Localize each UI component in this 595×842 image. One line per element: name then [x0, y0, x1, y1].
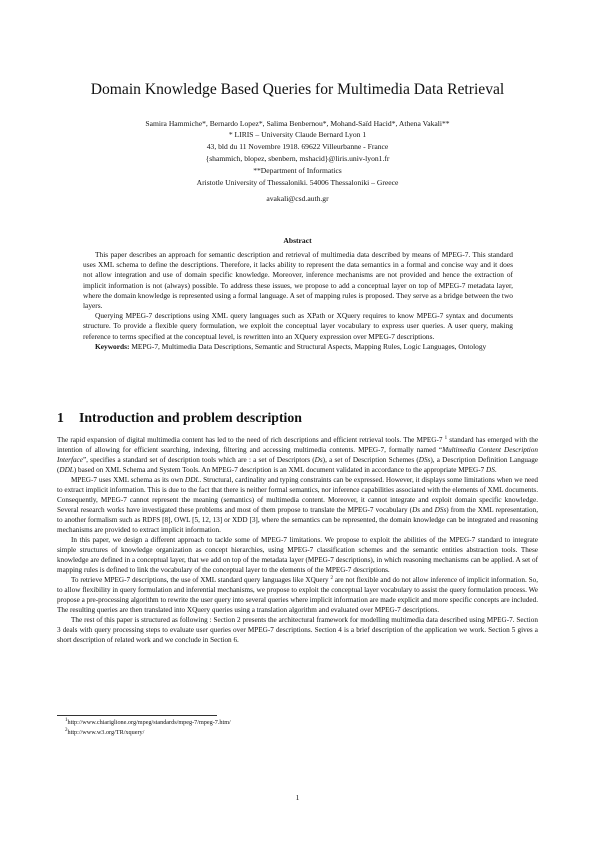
abstract-keywords	[83, 342, 513, 352]
affiliation-2-email: avakali@csd.auth.gr	[266, 194, 329, 203]
footnote-1	[65, 718, 231, 727]
affiliation-1-name: * LIRIS – University Claude Bernard Lyon 1	[228, 130, 367, 139]
footnote-link-1[interactable]: http://www.chiariglione.org/mpeg/standards/mpeg-7/mpeg-7.htm/	[67, 719, 231, 726]
author-list: Samira Hammiche*, Bernardo Lopez*, Salima Benbernou*, Mohand-Saïd Hacid*, Athena Vakali**	[145, 119, 450, 128]
keywords-text: MEPG-7, Multimedia Data Descriptions, Semantic and Structural Aspects, Mapping Rules, Logic Languages, Ontology	[131, 341, 487, 351]
footnote-link-2[interactable]: http://www.w3.org/TR/xquery/	[67, 729, 145, 736]
abstract-heading: Abstract	[283, 236, 312, 245]
keywords-label: Keywords:	[95, 341, 130, 351]
page-number: 1	[295, 793, 300, 802]
body-paragraph-1: The rapid expansion of digital multimedia content has led to the need of rich descriptions and efficient retrieval tools. The MPEG-7 $^1$ standard has emerged with the intention of allowing for efficient searching, indexing, filtering and accessing multimedia contents. MPEG-7, formally named “Multimedia Content Description Interface”, specifies a standard set of description tools which are : a set of Descriptors (Ds), a set of Description Schemes (DSs), a Description Definition Language (DDL) based on XML Schema and System Tools. An MPEG-7 description is an XML document validated in accordance to the appropriate MPEG-7 DS.	[57, 436, 539, 474]
section-body	[57, 436, 538, 646]
paper-title: Domain Knowledge Based Queries for Multimedia Data Retrieval	[90, 81, 505, 98]
body-paragraph-5: The rest of this paper is structured as following : Section 2 presents the architectural framework for modelling multimedia data described using MPEG-7. Section 3 deals with query processing steps to evaluate user queries over MPEG-7 descriptions. Section 4 is a brief description of the application we work. Section 5 gives a short description of related work and we conclude in Section 6.	[57, 615, 538, 644]
affiliation-1-address: 43, bld du 11 Novembre 1918. 69622 Villeurbanne - France	[206, 142, 389, 151]
section-title: Introduction and problem description	[79, 410, 302, 425]
body-paragraph-2: MPEG-7 uses XML schema as its own DDL. Structural, cardinality and typing constraints can be expressed. However, it displays some limitations when we need to extract implicit information. This is due to the fact that there is neither formal semantics, nor inference capabilities associated with the elements of XML documents. Consequently, MPEG-7 cannot represent the meaning (semantics) of multimedia content. Moreover, it cannot integrate and exploit domain specific knowledge. Several research works have investigated these problems and most of them propose to translate the MPEG-7 vocabulary (Ds and DSs) from the XML representation, to another formalism such as RDFS [8], OWL [5, 12, 13] or XDD [3], where the semantics can be represented, the domain knowledge can be integrated and reasoning mechanisms are provided to extract implicit information.	[57, 475, 539, 534]
footnote-2	[65, 728, 144, 737]
footnote-rule	[57, 715, 217, 716]
footnote-ref-1[interactable]: 1	[444, 436, 448, 441]
footnote-mark-2: 2	[65, 728, 68, 733]
body-paragraph-3: In this paper, we design a different approach to tackle some of MPEG-7 limitations. We propose to exploit the abilities of the MPEG-7 standard to integrate simple structures of knowledge organization as concept hierarchies, using MPEG-7 classification schemes and the semantic entities abstraction tools. These knowledge are defined in a conceptual layer, that we add on top of the metadata layer (MPEG-7 descriptions), in which reasoning mechanisms can be applied. A set of mapping rules is defined to link the vocabulary of the conceptual layer to the elements of the MPEG-7 descriptions.	[57, 535, 538, 574]
body-paragraph-4: To retrieve MPEG-7 descriptions, the use of XML standard query languages like XQuery $^2$ are not flexible and do not allow inference of implicit information. So, to allow flexibility in query formulation and inferential mechanisms, we propose to exploit the conceptual layer vocabulary to assist the query formulation process. We propose a pre-processing algorithm to rewrite the user query into several queries where implicit information are made explicit and more specific concepts are included. The resulting queries are then translated into XQuery queries using a translation algorithm and evaluated over MPEG-7 descriptions.	[57, 575, 539, 614]
abstract-body	[83, 250, 513, 352]
affiliation-1-email: {shammich, blopez, sbenbern, mshacid}@liris.univ-lyon1.fr	[205, 154, 390, 163]
section-heading	[57, 410, 302, 426]
section-number: 1	[57, 410, 64, 425]
affiliation-2-name: **Department of Informatics	[253, 166, 342, 175]
footnote-ref-2[interactable]: 2	[330, 575, 333, 581]
affiliation-2-address: Aristotle University of Thessaloniki. 54006 Thessaloniki – Greece	[196, 178, 399, 187]
abstract-paragraph-2: Querying MPEG-7 descriptions using XML query languages such as XPath or XQuery requires to know MPEG-7 syntax and documents structure. To provide a flexible query formulation, we exploit the conceptual layer vocabulary to express user queries. A user query, making reference to terms specified at the conceptual level, is rewritten into an XQuery expression over MPEG-7 descriptions.	[83, 311, 513, 341]
footnote-mark-1: 1	[65, 718, 68, 723]
abstract-paragraph-1: This paper describes an approach for semantic description and retrieval of multimedia data described by means of MPEG-7. This standard uses XML schema to define the descriptions. Therefore, it lacks ability to represent the data semantics in a formal and concise way and it does not allow integration and use of domain specific knowledge. Moreover, inference mechanisms are not provided and hence the extraction of implicit information is not (always) possible. To address these issues, we propose to add a conceptual layer on top of MPEG-7 metadata layer, where the domain knowledge is represented using a formal language. A set of mapping rules is proposed. They serve as a bridge between the two layers.	[83, 250, 513, 311]
